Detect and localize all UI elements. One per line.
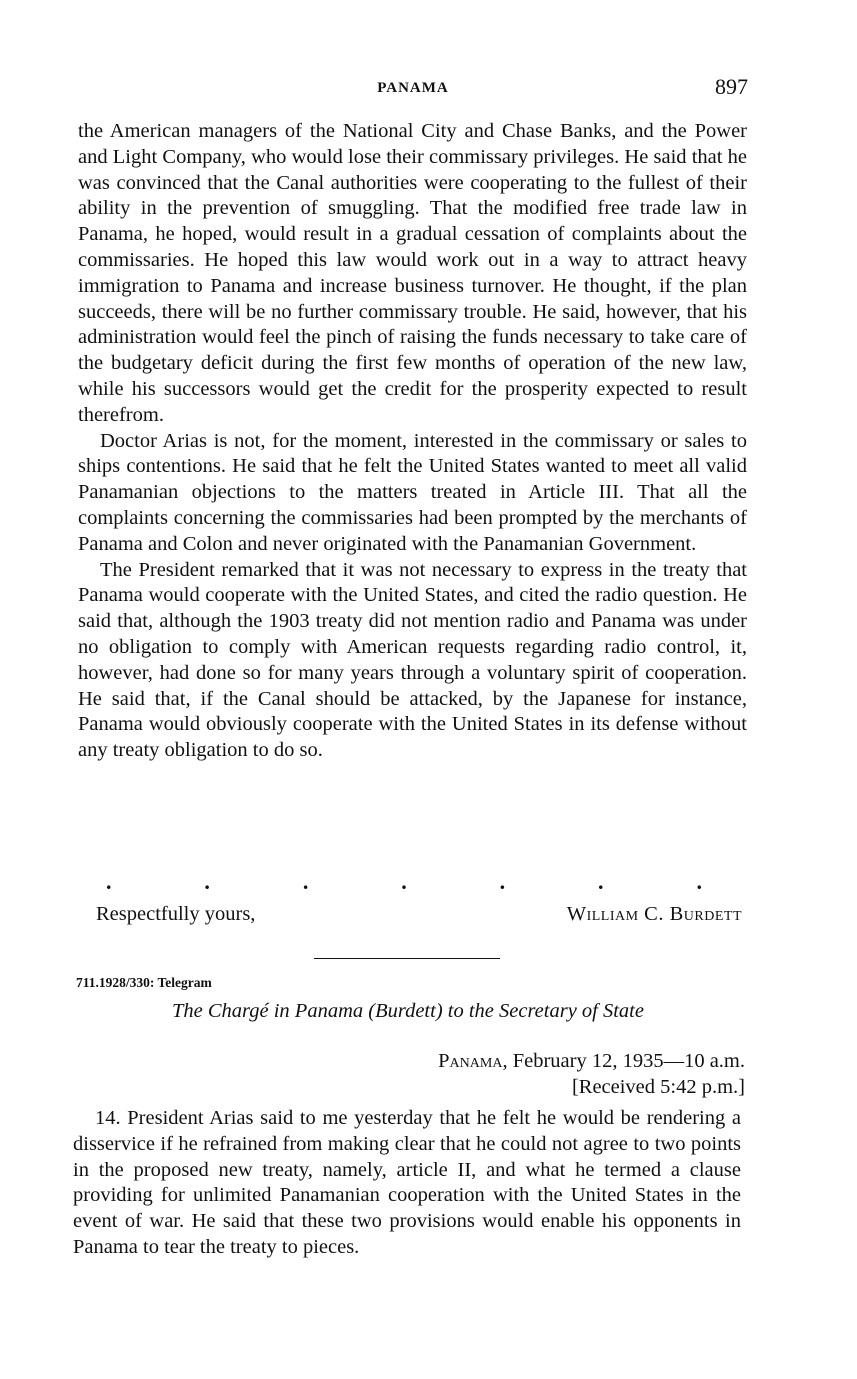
dateline-date: , February 12, 1935—10 a.m.: [502, 1050, 745, 1072]
ellipsis-dot: .: [302, 869, 309, 894]
ellipsis-dot: .: [204, 869, 210, 894]
ellipsis-dot: .: [106, 869, 112, 894]
ellipsis-dot: .: [499, 869, 506, 894]
dateline: [438, 1049, 745, 1101]
ellipsis-dot: .: [696, 869, 702, 894]
file-reference: 711.1928/330: Telegram: [76, 975, 212, 990]
complimentary-close: Respectfully yours,: [96, 903, 256, 925]
telegram-paragraph: 14. President Arias said to me yesterday that he felt he would be rendering a disservice if he refrained from making clear that he could not agree to two points in the proposed new treaty, namely, article II, and what he termed a clause providing for unlimited Panamanian cooperation with the United States in the event of war. He said that these two provisions would enable his opponents in Panama to tear the treaty to pieces.: [73, 1107, 741, 1258]
paragraph-president-remarks: The President remarked that it was not necessary to express in the treaty that Panama would cooperate with the United States, and cited the radio question. He said that, although the 1903 treaty did not mention radio and Panama was under no obligation to comply with American requests regarding radio control, it, however, had done so for many years through a voluntary spirit of cooperation. He said that, if the Canal should be attacked, by the Japanese for instance, Panama would obviously cooperate with the United States in its defense without any treaty obligation to do so.: [78, 558, 747, 762]
telegram-body: [73, 1106, 741, 1261]
paragraph-arias-interest: Doctor Arias is not, for the moment, interested in the commissary or sales to ships contentions. He said that he felt the United States wanted to meet all valid Panamanian objections to the matters treated in Article III. That all the complaints concerning the commissaries had been prompted by the merchants of Panama and Colon and never originated with the Panamanian Government.: [78, 429, 747, 555]
signature: William C. Burdett: [566, 903, 742, 925]
letter-body: [78, 119, 747, 764]
running-header: [78, 74, 748, 104]
section-divider: [314, 958, 500, 959]
document-title: The Chargé in Panama (Burdett) to the Secretary of State: [172, 1000, 644, 1022]
paragraph-continuation: the American managers of the National City and Chase Banks, and the Power and Light Company, who would lose their commissary privileges. He said that he was convinced that the Canal authorities were cooperating to the fullest of their ability in the prevention of smuggling. That the modified free trade law in Panama, he hoped, would result in a gradual cessation of complaints about the commissaries. He hoped this law would work out in a way to attract heavy immigration to Panama and increase business turnover. He thought, if the plan succeeds, there will be no further commissary trouble. He said, however, that his administration would feel the pinch of raising the funds necessary to take care of the budgetary deficit during the first few months of operation of the new law, while his successors would get the credit for the prosperity expected to result therefrom.: [78, 120, 747, 426]
omission-ellipsis: [106, 870, 702, 894]
running-title: PANAMA: [377, 80, 449, 96]
dateline-date-row: [438, 1049, 745, 1075]
ellipsis-dot: .: [401, 869, 407, 894]
ellipsis-dot: .: [598, 869, 604, 894]
dateline-place: Panama: [438, 1050, 503, 1072]
received-time: [Received 5:42 p.m.]: [571, 1075, 745, 1098]
page-number: 897: [715, 74, 748, 99]
